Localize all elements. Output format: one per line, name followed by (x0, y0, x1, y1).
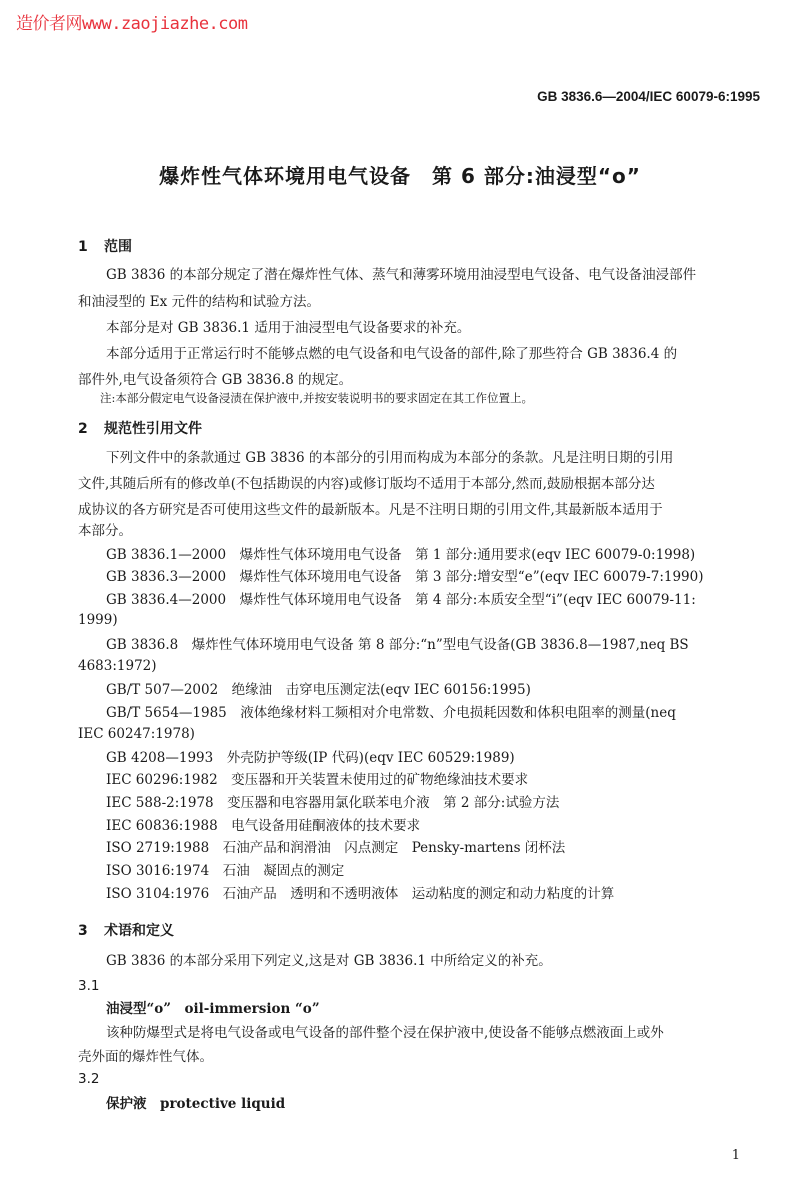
reference-item: GB/T 5654—1985 液体绝缘材料工频相对介电常数、介电损耗因数和体积电阻率的测量(neq (106, 705, 676, 721)
page-number: 1 (731, 1148, 740, 1163)
section-1-heading (78, 236, 132, 256)
reference-item-continuation: 1999) (78, 612, 118, 628)
reference-item: IEC 588-2:1978 变压器和电容器用氯化联苯电介液 第 2 部分:试验方法 (106, 795, 560, 811)
section-3-heading (78, 920, 174, 940)
watermark: 造价者网www.zaojiazhe.com (16, 14, 248, 34)
section-title: 规范性引用文件 (104, 421, 202, 437)
reference-item: GB/T 507—2002 绝缘油 击穿电压测定法(eqv IEC 60156:1995) (106, 682, 531, 698)
reference-item: GB 3836.3—2000 爆炸性气体环境用电气设备 第 3 部分:增安型“e”(eqv IEC 60079-7:1990) (106, 569, 704, 585)
note: 注:本部分假定电气设备浸渍在保护液中,并按安装说明书的要求固定在其工作位置上。 (100, 391, 534, 405)
paragraph-line: 本部分适用于正常运行时不能够点燃的电气设备和电气设备的部件,除了那些符合 GB 3836.4 的 (106, 346, 678, 362)
section-2-heading (78, 418, 202, 438)
term-heading: 油浸型“o” oil-immersion “o” (106, 1001, 320, 1017)
document-title: 爆炸性气体环境用电气设备 第 6 部分:油浸型“o” (159, 164, 641, 188)
reference-item-continuation: IEC 60247:1978) (78, 726, 195, 742)
section-title: 范围 (104, 239, 132, 255)
paragraph-line: 文件,其随后所有的修改单(不包括勘误的内容)或修订版均不适用于本部分,然而,鼓励根据本部分达 (78, 476, 655, 492)
paragraph-line: 下列文件中的条款通过 GB 3836 的本部分的引用而构成为本部分的条款。凡是注明日期的引用 (106, 450, 674, 466)
paragraph-line: 本部分是对 GB 3836.1 适用于油浸型电气设备要求的补充。 (106, 320, 471, 336)
paragraph-line: GB 3836 的本部分采用下列定义,这是对 GB 3836.1 中所给定义的补充。 (106, 953, 552, 969)
reference-item: GB 3836.8 爆炸性气体环境用电气设备 第 8 部分:“n”型电气设备(GB 3836.8—1987,neq BS (106, 637, 689, 653)
reference-item: ISO 3016:1974 石油 凝固点的测定 (106, 863, 345, 879)
term-heading: 保护液 protective liquid (106, 1096, 286, 1112)
reference-item: IEC 60296:1982 变压器和开关装置未使用过的矿物绝缘油技术要求 (106, 772, 529, 788)
reference-item-continuation: 4683:1972) (78, 658, 157, 674)
reference-item: ISO 3104:1976 石油产品 透明和不透明液体 运动粘度的测定和动力粘度的计算 (106, 886, 615, 902)
term-number: 3.1 (78, 978, 100, 994)
paragraph-line: 和油浸型的 Ex 元件的结构和试验方法。 (78, 294, 321, 310)
paragraph-line: 成协议的各方研究是否可使用这些文件的最新版本。凡是不注明日期的引用文件,其最新版本适用于 (78, 502, 663, 518)
section-number: 1 (78, 239, 88, 255)
paragraph-line: 本部分。 (78, 523, 132, 539)
reference-item: IEC 60836:1988 电气设备用硅酮液体的技术要求 (106, 818, 421, 834)
term-number: 3.2 (78, 1071, 100, 1087)
reference-item: GB 3836.4—2000 爆炸性气体环境用电气设备 第 4 部分:本质安全型“i”(eqv IEC 60079-11: (106, 592, 696, 608)
reference-item: GB 3836.1—2000 爆炸性气体环境用电气设备 第 1 部分:通用要求(eqv IEC 60079-0:1998) (106, 547, 696, 563)
standard-code: GB 3836.6—2004/IEC 60079-6:1995 (537, 89, 760, 104)
paragraph-line: GB 3836 的本部分规定了潜在爆炸性气体、蒸气和薄雾环境用油浸型电气设备、电气设备油浸部件 (106, 267, 697, 283)
paragraph-line: 部件外,电气设备须符合 GB 3836.8 的规定。 (78, 372, 353, 388)
section-title: 术语和定义 (104, 923, 174, 939)
definition-line: 壳外面的爆炸性气体。 (78, 1049, 213, 1065)
reference-item: ISO 2719:1988 石油产品和润滑油 闪点测定 Pensky-martens 闭杯法 (106, 840, 566, 856)
definition-line: 该种防爆型式是将电气设备或电气设备的部件整个浸在保护液中,使设备不能够点燃液面上或外 (106, 1025, 664, 1041)
section-number: 3 (78, 923, 88, 939)
section-number: 2 (78, 421, 88, 437)
reference-item: GB 4208—1993 外壳防护等级(IP 代码)(eqv IEC 60529:1989) (106, 750, 515, 766)
